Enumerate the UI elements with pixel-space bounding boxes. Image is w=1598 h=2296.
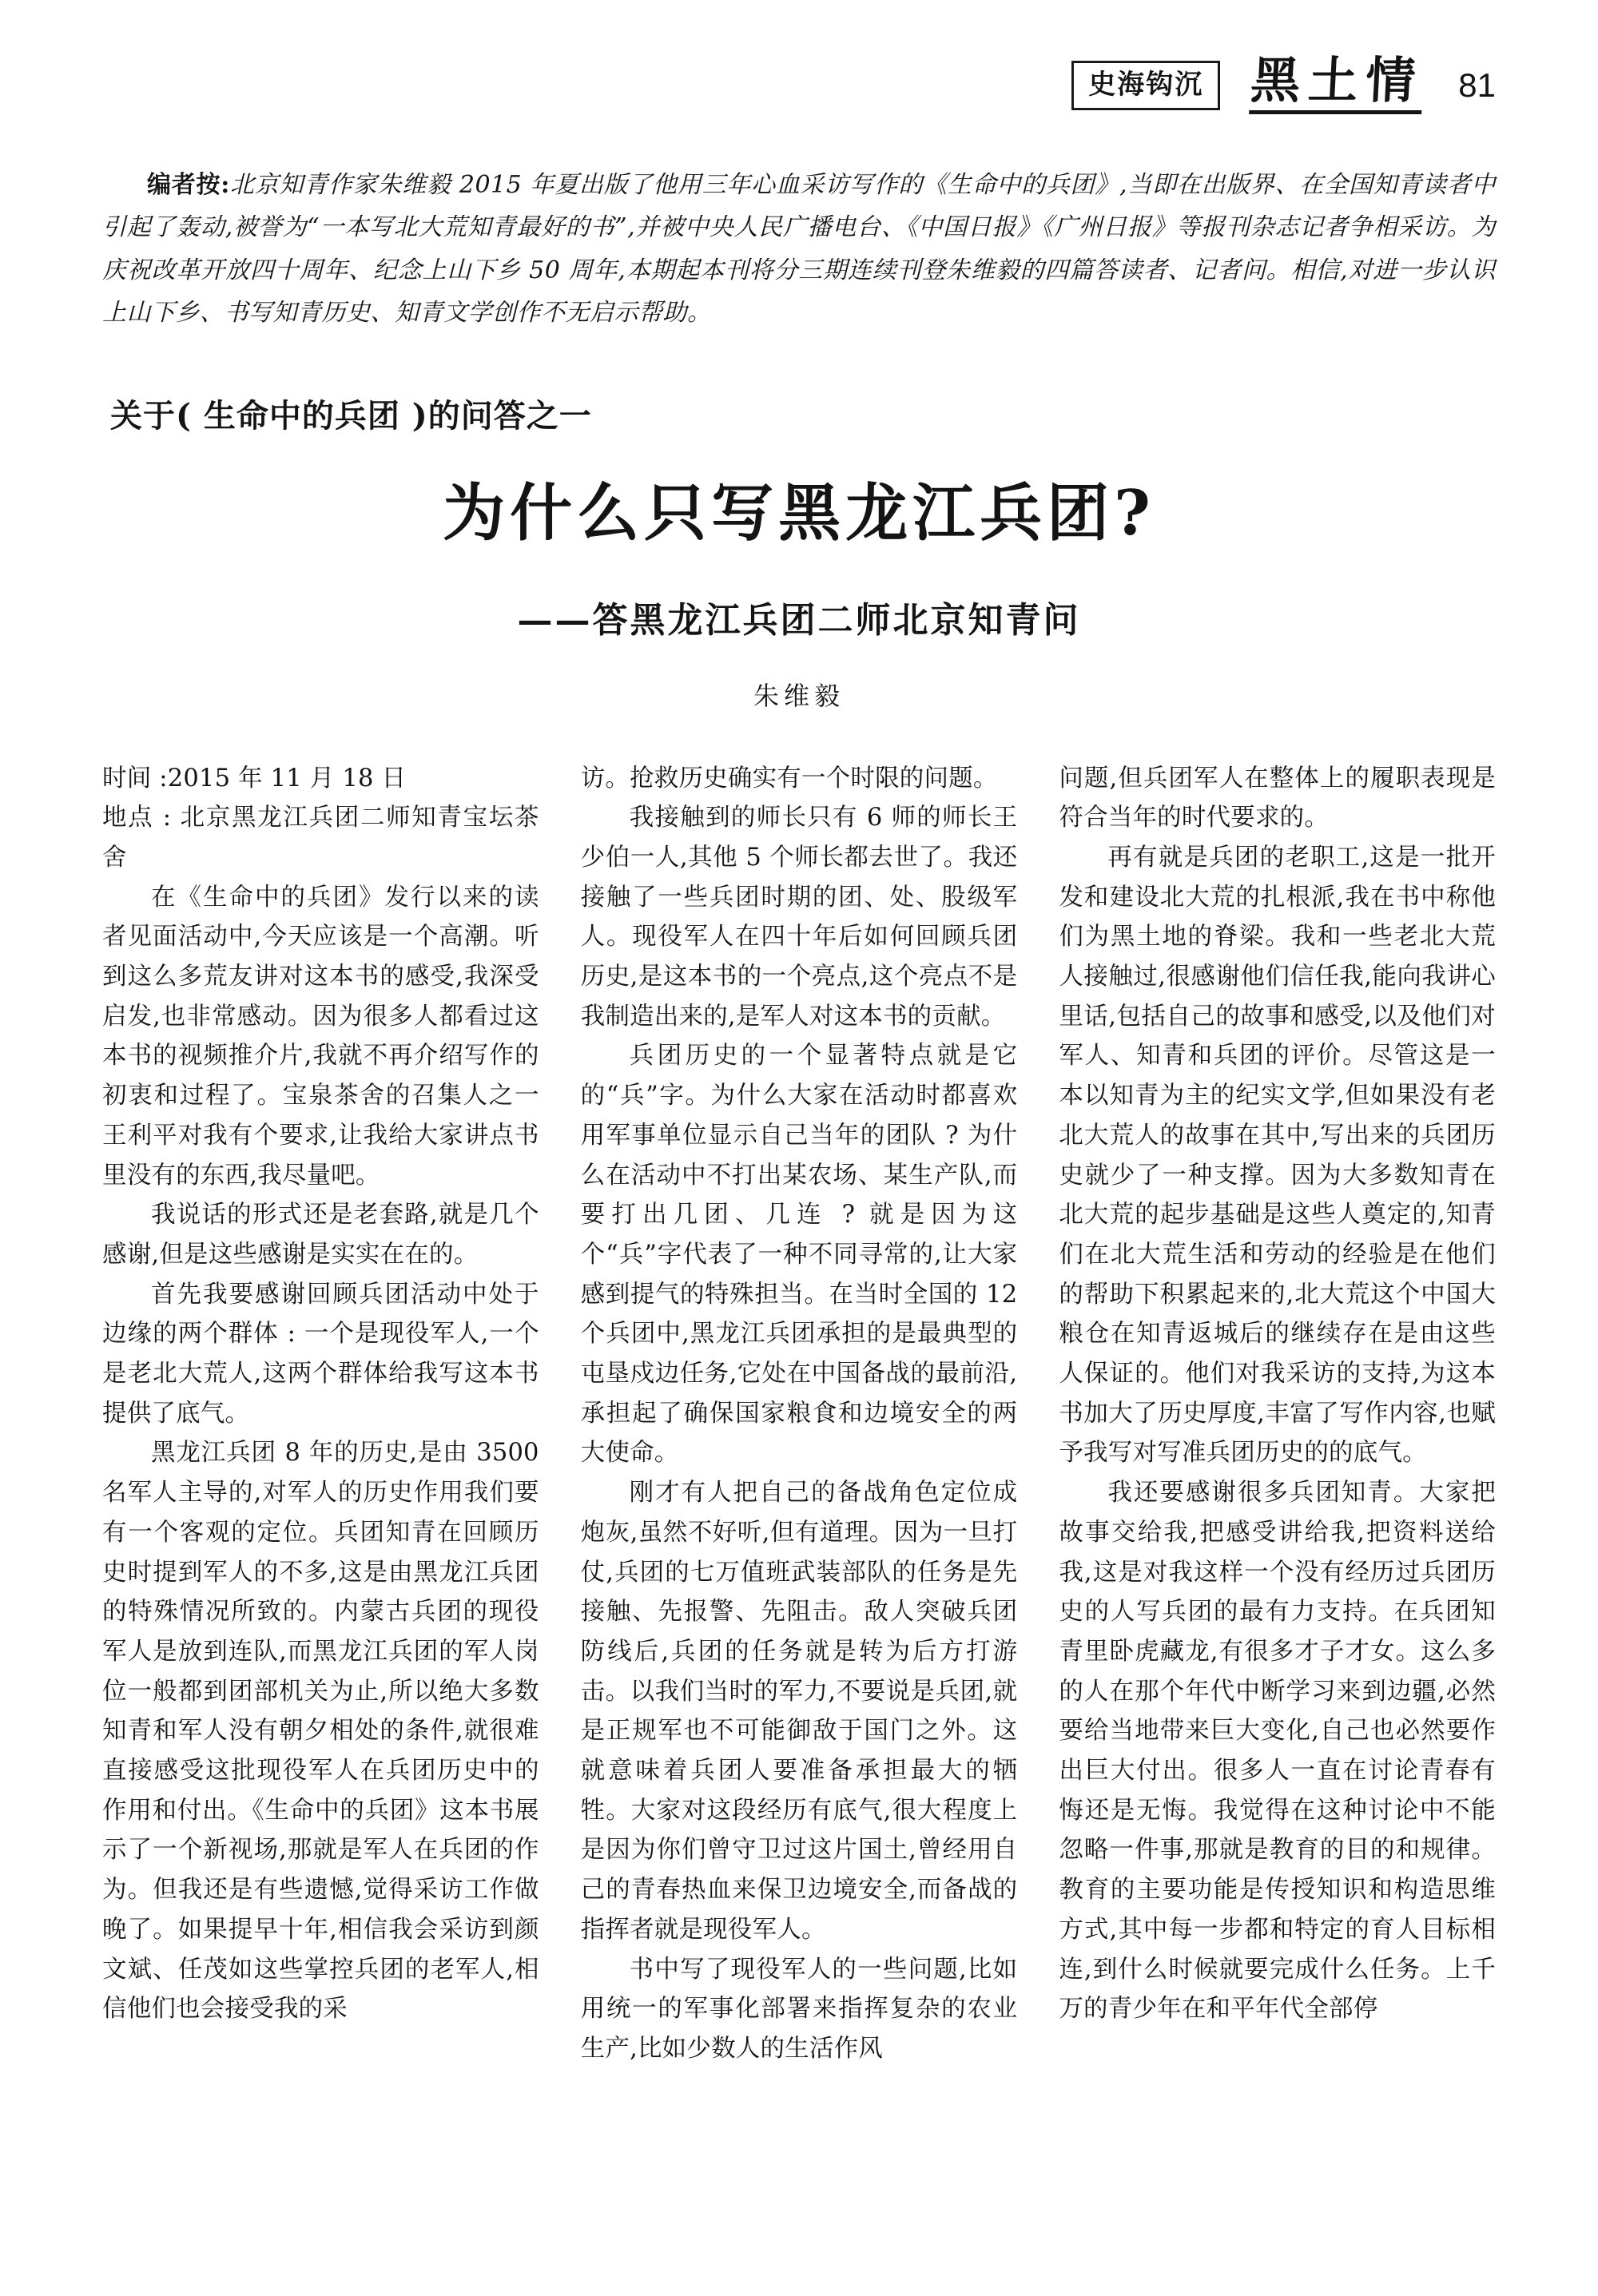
editors-note — [102, 164, 1496, 335]
page-number: 81 — [1458, 66, 1496, 104]
paragraph: 在《生命中的兵团》发行以来的读者见面活动中,今天应该是一个高潮。听到这么多荒友讲对这本书的感受,我深受启发,也非常感动。因为很多人都看过这本书的视频推介片,我就不再介绍写作的初衷和过程了。宝泉茶舍的召集人之一王利平对我有个要求,让我给大家讲点书里没有的东西,我尽量吧。 — [102, 883, 539, 1190]
magazine-logo: 黑土情 — [1249, 56, 1425, 114]
author-byline: 朱维毅 — [753, 680, 845, 711]
editors-note-text: 北京知青作家朱维毅 2015 年夏出版了他用三年心血采访写作的《生命中的兵团》,当即在出版界、在全国知青读者中引起了轰动,被誉为“一本写北大荒知青最好的书”,并被中央人民广播电台、《中国日报》《广州日报》等报刊杂志记者争相采访。为庆祝改革开放四十周年、纪念上山下乡 50 周年,本期起本刊将分三期连续刊登朱维毅的四篇答读者、记者问。相信,对进一步认识上山下乡、书写知青历史、知青文学创作不无启示帮助。 — [102, 171, 1496, 328]
series-title: 关于( 生命中的兵团 )的问答之一 — [110, 396, 592, 435]
paragraph: 再有就是兵团的老职工,这是一批开发和建设北大荒的扎根派,我在书中称他们为黑土地的脊梁。我和一些老北大荒人接触过,很感谢他们信任我,能向我讲心里话,包括自己的故事和感受,以及他们对军人、知青和兵团的评价。尽管这是一本以知青为主的纪实文学,但如果没有老北大荒人的故事在其中,写出来的兵团历史就少了一种支撑。因为大多数知青在北大荒的起步基础是这些人奠定的,知青们在北大荒生活和劳动的经验是在他们的帮助下积累起来的,北大荒这个中国大粮仓在知青返城后的继续存在是由这些人保证的。他们对我采访的支持,为这本书加大了历史厚度,丰富了写作内容,也赋予我写对写准兵团历史的的底气。 — [1059, 843, 1497, 1468]
paragraph: 我还要感谢很多兵团知青。大家把故事交给我,把感受讲给我,把资料送给我,这是对我这样一个没有经历过兵团历史的人写兵团的最有力支持。在兵团知青里卧虎藏龙,有很多才子才女。这么多的人在那个年代中断学习来到边疆,必然要给当地带来巨大变化,自己也必然要作出巨大付出。很多人一直在讨论青春有悔还是无悔。我觉得在这种讨论中不能忽略一件事,那就是教育的目的和规律。教育的主要功能是传授知识和构造思维方式,其中每一步都和特定的育人目标相连,到什么时候就要完成什么任务。上千万的青少年在和平年代全部停 — [1059, 1479, 1497, 2024]
paragraph: 我说话的形式还是老套路,就是几个感谢,但是这些感谢是实实在在的。 — [102, 1201, 539, 1269]
page-title: 为什么只写黑龙江兵团? — [443, 476, 1155, 550]
body-column-1 — [102, 759, 539, 2030]
editors-note-paragraph — [102, 164, 1496, 335]
paragraph: 我接触到的师长只有 6 师的师长王少伯一人,其他 5 个师长都去世了。我还接触了一些兵团时期的团、处、股级军人。现役军人在四十年后如何回顾兵团历史,是这本书的一个亮点,这个亮点不是我制造出来的,是军人对这本书的贡献。 — [580, 804, 1018, 1031]
paragraph: 时间 :2015 年 11 月 18 日 — [102, 764, 407, 792]
paragraph: 访。抢救历史确实有一个时限的问题。 — [580, 764, 998, 792]
paragraph: 地点 : 北京黑龙江兵团二师知青宝坛茶舍 — [102, 804, 539, 872]
body-columns — [102, 759, 1496, 2069]
paragraph: 兵团历史的一个显著特点就是它的“兵”字。为什么大家在活动时都喜欢用军事单位显示自己当年的团队 ? 为什么在活动中不打出某农场、某生产队,而要打出几团、几连 ? 就是因为这个“兵”字代表了一种不同寻常的,让大家感到提气的特殊担当。在当时全国的 12 个兵团中,黑龙江兵团承担的是最典型的屯垦戍边任务,它处在中国备战的最前沿,承担起了确保国家粮食和边境安全的两大使命。 — [580, 1042, 1018, 1468]
page-header — [102, 0, 1496, 114]
paragraph: 书中写了现役军人的一些问题,比如用统一的军事化部署来指挥复杂的农业生产,比如少数人的生活作风 — [580, 1955, 1018, 2063]
paragraph: 首先我要感谢回顾兵团活动中处于边缘的两个群体 : 一个是现役军人,一个是老北大荒人,这两个群体给我写这本书提供了底气。 — [102, 1280, 539, 1428]
section-badge: 史海钩沉 — [1071, 61, 1220, 110]
page-subtitle: ——答黑龙江兵团二师北京知青问 — [517, 599, 1081, 641]
body-column-2 — [581, 759, 1018, 2069]
paragraph: 问题,但兵团军人在整体上的履职表现是符合当年的时代要求的。 — [1059, 764, 1497, 832]
editors-note-label: 编者按: — [147, 171, 230, 199]
body-column-3 — [1059, 759, 1496, 2030]
paragraph: 黑龙江兵团 8 年的历史,是由 3500 名军人主导的,对军人的历史作用我们要有一个客观的定位。兵团知青在回顾历史时提到军人的不多,这是由黑龙江兵团的特殊情况所致的。内蒙古兵团的现役军人是放到连队,而黑龙江兵团的军人岗位一般都到团部机关为止,所以绝大多数知青和军人没有朝夕相处的条件,就很难直接感受这批现役军人在兵团历史中的作用和付出。《生命中的兵团》这本书展示了一个新视场,那就是军人在兵团的作为。但我还是有些遗憾,觉得采访工作做晚了。如果提早十年,相信我会采访到颜文斌、任茂如这些掌控兵团的老军人,相信他们也会接受我的采 — [102, 1439, 539, 2024]
paragraph: 刚才有人把自己的备战角色定位成炮灰,虽然不好听,但有道理。因为一旦打仗,兵团的七万值班武装部队的任务是先接触、先报警、先阻击。敌人突破兵团防线后,兵团的任务就是转为后方打游击。以我们当时的军力,不要说是兵团,就是正规军也不可能御敌于国门之外。这就意味着兵团人要准备承担最大的牺牲。大家对这段经历有底气,很大程度上是因为你们曾守卫过这片国土,曾经用自己的青春热血来保卫边境安全,而备战的指挥者就是现役军人。 — [580, 1479, 1018, 1944]
